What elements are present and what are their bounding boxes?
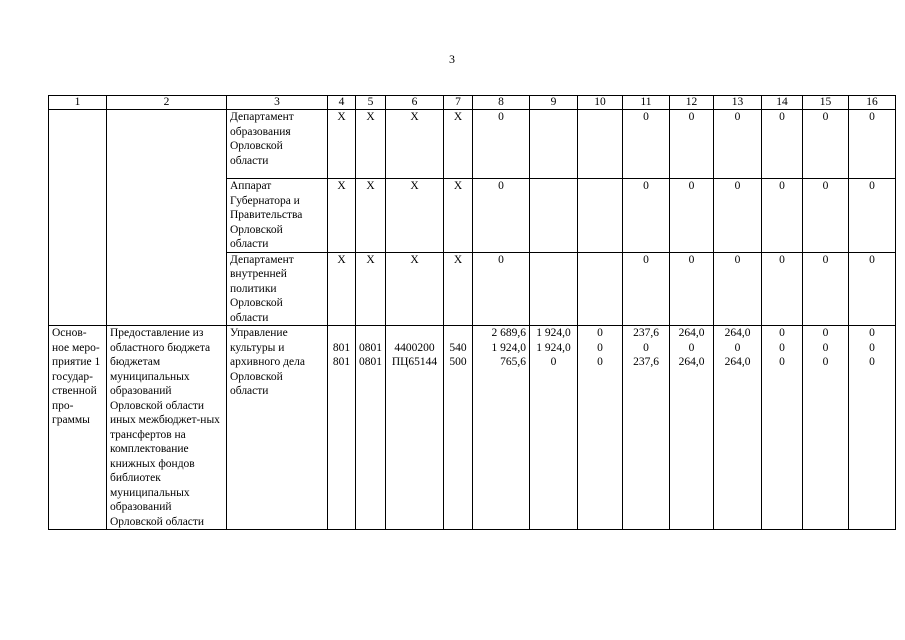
executor-cell: Департамент внутренней политики Орловской области <box>227 252 328 326</box>
value-line: 801 <box>332 341 351 354</box>
header-col-13: 13 <box>714 96 762 110</box>
cell-col-14: 0 <box>762 179 803 253</box>
header-col-1: 1 <box>49 96 107 110</box>
value-line: 0 <box>822 327 829 339</box>
value-line: 540 <box>449 341 467 354</box>
cell-col-15 <box>803 326 849 530</box>
header-col-16: 16 <box>849 96 896 110</box>
status-cell-empty <box>49 110 107 326</box>
value-line: 0 <box>643 341 649 354</box>
value-line: 264,0 <box>678 356 705 368</box>
cell-col-7: Х <box>444 110 473 179</box>
value-line <box>389 326 440 341</box>
cell-col-9 <box>530 179 578 253</box>
value-line: 0 <box>779 327 785 339</box>
executor-cell: Департамент образования Орловской области <box>227 110 328 179</box>
value-line: 2 689,6 <box>491 327 526 339</box>
cell-col-12: 0 <box>670 110 714 179</box>
cell-col-6: Х <box>386 252 444 326</box>
budget-table <box>48 95 896 530</box>
cell-col-6 <box>386 326 444 530</box>
cell-col-14 <box>762 326 803 530</box>
cell-col-4: Х <box>328 179 356 253</box>
cell-col-8 <box>473 326 530 530</box>
value-line: 0 <box>688 341 695 354</box>
value-line <box>331 326 352 341</box>
table-row <box>49 110 896 179</box>
cell-col-8: 0 <box>473 252 530 326</box>
cell-col-13: 0 <box>714 252 762 326</box>
value-line: 1 924,0 <box>536 327 571 339</box>
executor-cell: Управление культуры и архивного дела Орловской области <box>227 326 328 530</box>
header-col-8: 8 <box>473 96 530 110</box>
cell-col-11 <box>623 326 670 530</box>
header-col-7: 7 <box>444 96 473 110</box>
activity-name-cell: Предоставление из областного бюджета бюджетам муниципальных образований Орловской области иных межбюджет-ных трансфертов на комплектование книжных фондов библиотек муниципальных образований Орловской области <box>107 326 227 530</box>
header-col-9: 9 <box>530 96 578 110</box>
value-line: 0 <box>597 341 603 354</box>
cell-col-7: Х <box>444 179 473 253</box>
cell-col-11: 0 <box>623 252 670 326</box>
cell-col-12: 0 <box>670 252 714 326</box>
value-line: 264,0 <box>724 327 751 339</box>
cell-col-9 <box>530 110 578 179</box>
value-line: 237,6 <box>633 356 659 368</box>
value-line: 1 924,0 <box>536 341 571 354</box>
value-line: 264,0 <box>724 356 751 368</box>
value-line: 4400200 <box>394 341 435 354</box>
cell-col-12: 0 <box>670 179 714 253</box>
cell-col-5: Х <box>356 179 386 253</box>
value-line: 801 <box>332 356 351 368</box>
value-line: 500 <box>449 356 467 368</box>
value-line: 0 <box>869 341 875 354</box>
header-col-6: 6 <box>386 96 444 110</box>
header-col-10: 10 <box>578 96 623 110</box>
value-line: 0 <box>869 356 875 368</box>
cell-col-7 <box>444 326 473 530</box>
cell-col-5: Х <box>356 252 386 326</box>
header-col-5: 5 <box>356 96 386 110</box>
header-col-14: 14 <box>762 96 803 110</box>
value-line: 765,6 <box>500 356 526 368</box>
value-line: 0 <box>734 341 741 354</box>
cell-col-13 <box>714 326 762 530</box>
cell-col-4: Х <box>328 252 356 326</box>
cell-col-6: Х <box>386 110 444 179</box>
header-col-2: 2 <box>107 96 227 110</box>
header-col-4: 4 <box>328 96 356 110</box>
cell-col-15: 0 <box>803 110 849 179</box>
value-line: 0 <box>597 356 603 368</box>
value-line: 0 <box>597 327 603 339</box>
cell-col-6: Х <box>386 179 444 253</box>
header-col-3: 3 <box>227 96 328 110</box>
value-line <box>447 326 469 341</box>
cell-col-14: 0 <box>762 110 803 179</box>
cell-col-15: 0 <box>803 179 849 253</box>
cell-col-13: 0 <box>714 110 762 179</box>
cell-col-14: 0 <box>762 252 803 326</box>
cell-col-4: Х <box>328 110 356 179</box>
cell-col-5: Х <box>356 110 386 179</box>
value-line: 237,6 <box>633 327 659 339</box>
cell-col-11: 0 <box>623 110 670 179</box>
header-col-12: 12 <box>670 96 714 110</box>
value-line: 0 <box>822 356 829 368</box>
main-activity-row <box>49 326 896 530</box>
value-line: 0 <box>822 341 829 354</box>
value-line: 0801 <box>359 356 382 368</box>
cell-col-16: 0 <box>849 110 896 179</box>
cell-col-13: 0 <box>714 179 762 253</box>
cell-col-11: 0 <box>623 179 670 253</box>
header-col-11: 11 <box>623 96 670 110</box>
cell-col-15: 0 <box>803 252 849 326</box>
cell-col-12 <box>670 326 714 530</box>
cell-col-9 <box>530 252 578 326</box>
cell-col-8: 0 <box>473 110 530 179</box>
header-col-15: 15 <box>803 96 849 110</box>
executor-cell: Аппарат Губернатора и Правительства Орловской области <box>227 179 328 253</box>
cell-col-10 <box>578 252 623 326</box>
cell-col-16: 0 <box>849 252 896 326</box>
value-line: 1 924,0 <box>491 341 526 354</box>
cell-col-10 <box>578 179 623 253</box>
value-line: 0 <box>779 356 785 368</box>
page-number: 3 <box>449 52 455 66</box>
cell-col-16: 0 <box>849 179 896 253</box>
value-line: 264,0 <box>678 327 705 339</box>
value-line: 0801 <box>359 341 382 354</box>
cell-col-10 <box>578 326 623 530</box>
cell-col-4 <box>328 326 356 530</box>
value-line <box>359 326 382 341</box>
cell-col-8: 0 <box>473 179 530 253</box>
cell-col-5 <box>356 326 386 530</box>
value-line: ПЦ65144 <box>391 356 438 368</box>
status-cell: Основ-ное меро-приятие 1 государ-ственной про-граммы <box>49 326 107 530</box>
value-line: 0 <box>779 341 785 354</box>
cell-col-16 <box>849 326 896 530</box>
cell-col-9 <box>530 326 578 530</box>
value-line: 0 <box>869 327 875 339</box>
cell-col-7: Х <box>444 252 473 326</box>
header-row <box>49 96 896 110</box>
value-line: 0 <box>550 356 557 368</box>
name-cell-empty <box>107 110 227 326</box>
cell-col-10 <box>578 110 623 179</box>
